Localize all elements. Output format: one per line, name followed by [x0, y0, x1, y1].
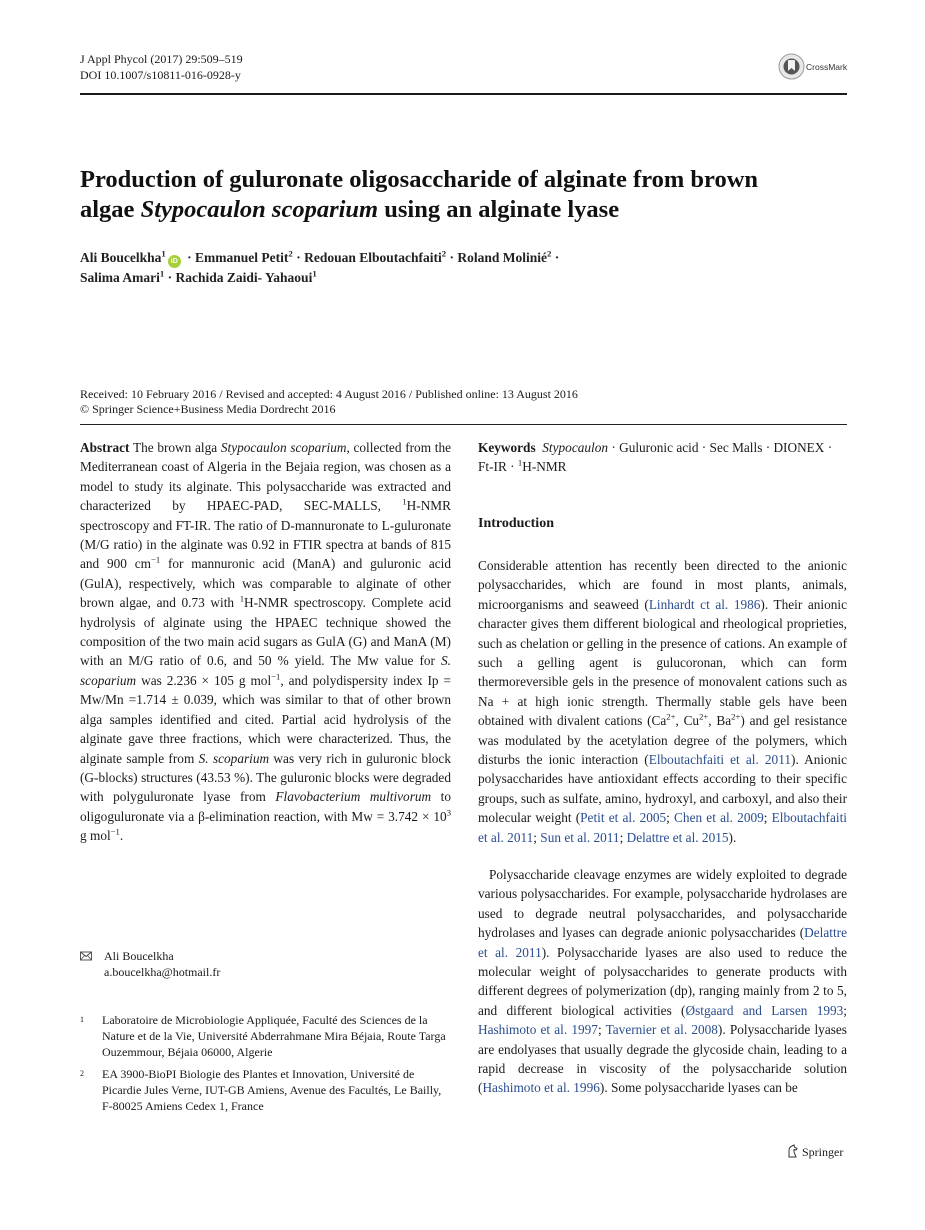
author-affiliation: 2 — [547, 248, 552, 259]
author-affiliation: 1 — [161, 248, 166, 259]
abstract-text: , and polydispersity index Ip = Mw/Mn =1.714 ± 0.039, which was similar to that of other brown alga samples identified and cited. Partial acid hydrolysis of the alginate gave three fractions, which were characterized. Thus, the alginate sample from — [80, 672, 452, 766]
keyword-species: Stypocaulon — [542, 440, 609, 455]
abstract — [80, 438, 451, 846]
body-text: ) and gel resistance was modulated by the acetylation degree of the polymers, which disturbs the ionic interaction ( — [478, 713, 848, 768]
abstract-text: . — [119, 828, 124, 844]
orcid-icon[interactable]: iD — [168, 255, 181, 268]
author-name[interactable]: Emmanuel Petit — [195, 250, 289, 265]
crossmark-badge[interactable] — [778, 53, 848, 83]
body-text: ; — [763, 810, 772, 826]
superscript: −1 — [110, 826, 120, 837]
abstract-text: to oligoguluronate via a β-elimination reaction, with Mw = 3.742 × 10 — [80, 789, 451, 824]
envelope-icon — [80, 950, 92, 962]
affiliation-2 — [80, 1066, 451, 1114]
springer-horse-icon — [786, 1144, 799, 1158]
publisher-logo — [786, 1144, 843, 1160]
body-text: ). Some polysaccharide lyases can be — [599, 1080, 798, 1096]
superscript: 1 — [402, 496, 407, 507]
correspondence-email[interactable]: a.boucelkha@hotmail.fr — [104, 965, 221, 979]
author-name[interactable]: Rachida Zaidi- Yahaoui — [175, 270, 313, 285]
citation-link[interactable]: Delattre et al. 2011 — [478, 925, 847, 960]
citation-link[interactable]: Petit et al. 2005 — [580, 810, 667, 826]
body-text: ). Polysaccharide lyases are also used to reduce the molecular weight of polysaccharides to generate products with different degrees of polymerization (dp), ranging mainly from 2 to 5, and different biological activities ( — [478, 944, 848, 1018]
title-line-2 — [80, 195, 847, 225]
body-text: , Cu — [675, 713, 700, 729]
affiliation-text: Laboratoire de Microbiologie Appliquée, Faculté des Sciences de la Nature et de la Vie, Université Abderrahmane Mira Béjaia, Route Targa Ouzemmour, Béjaia 06000, Algerie — [102, 1013, 446, 1059]
citation-link[interactable]: Elboutachfaiti et al. 2011 — [648, 752, 792, 768]
author-line-1: Ali Boucelkha$^1$iD · Emmanuel Petit$^2$ · Redouan Elboutachfaiti$^2$ · Roland Molinié$^2$ · — [80, 248, 847, 268]
author-name[interactable]: Redouan Elboutachfaiti — [304, 250, 442, 265]
body-text: ). Anionic polysaccharides have antioxidant effects according to their specific groups, such as sulfate, amino, hydroxyl, and carboxyl, and also their molecular weight ( — [478, 752, 847, 826]
citation-link[interactable]: Tavernier et al. 2008 — [605, 1022, 718, 1038]
author-affiliation: 2 — [441, 248, 447, 259]
body-text: , Ba — [708, 713, 732, 729]
superscript: 1 — [517, 457, 523, 468]
superscript: 2+ — [699, 711, 709, 722]
body-text: ; — [843, 1002, 847, 1018]
body-text: ; — [597, 1022, 606, 1038]
title-species: Stypocaulon scoparium — [140, 196, 379, 223]
abstract-species: S. scoparium — [80, 653, 451, 688]
citation-link[interactable]: Elboutachfaiti et al. 2011 — [478, 810, 847, 845]
affiliation-text: EA 3900-BioPI Biologie des Plantes et Innovation, Université de Picardie Jules Verne, IUT-GB Amiens, Avenue des Facultés, Le Bailly, F-80025 Amiens Cedex 1, France — [102, 1067, 442, 1113]
body-text: ). Their anionic character gives them different biological and rheological proprieties, such as chelation or gelling in the presence of cations. An example of such a gelling agent is gulucoronan, which can form thermoreversible gels in the presence of monovalent cations such as Na + at high ionic strength. Thermally stable gels have been obtained with divalent cations (Ca — [478, 596, 848, 729]
abstract-text: H-NMR spectroscopy. Complete acid hydrolysis of alginate using the HPAEC technique showed the composition of the two main acid sugars as GulA (G) and ManA (M) with an M/G ratio of 0.6, and 50 % yield. The Mw value for — [80, 595, 452, 669]
correspondence — [80, 948, 451, 980]
section-heading-introduction: Introduction — [478, 516, 554, 531]
abstract-text: was very rich in guluronic block (G-blocks) structures (43.53 %). The guluronic blocks were degraded with polyguluronate lyase from — [80, 750, 451, 805]
abstract-text: The brown alga — [129, 440, 221, 455]
citation-link[interactable]: Sun et al. 2011 — [540, 829, 620, 845]
author-line-2: Salima Amari$^1$ · Rachida Zaidi- Yahaoui$^1$ — [80, 268, 317, 285]
title-text: using an alginate lyase — [378, 196, 620, 223]
body-text: ; — [533, 829, 541, 845]
publication-dates: Received: 10 February 2016 / Revised and accepted: 4 August 2016 / Published online: 13 August 2016 — [80, 387, 578, 401]
body-text: ). Polysaccharide lyases are endolyases that usually degrade the glycoside chain, leading to a rapid decrease in viscosity of the polysaccharide solution ( — [478, 1022, 847, 1096]
citation-link[interactable]: Linhardt ct al. 1986 — [648, 596, 761, 612]
abstract-species: S. scoparium — [198, 750, 270, 766]
author-affiliation: 1 — [312, 268, 317, 279]
abstract-label: Abstract — [80, 440, 130, 455]
journal-doi[interactable]: DOI 10.1007/s10811-016-0928-y — [80, 68, 241, 82]
keywords — [478, 438, 847, 477]
citation-link[interactable]: Chen et al. 2009 — [674, 810, 764, 826]
copyright-notice: © Springer Science+Business Media Dordrecht 2016 — [80, 402, 336, 416]
citation-link[interactable]: Delattre et al. 2015 — [626, 829, 729, 845]
superscript: −1 — [271, 671, 281, 682]
author-list — [80, 248, 847, 288]
citation-link[interactable]: Østgaard and Larsen 1993 — [685, 1002, 844, 1018]
superscript: −1 — [150, 555, 161, 566]
affiliation-1 — [80, 1012, 451, 1060]
correspondence-name: Ali Boucelkha — [104, 949, 174, 963]
divider — [80, 424, 847, 425]
keywords-text: · Guluronic acid · Sec Malls · DIONEX · Ft-IR · — [478, 440, 833, 475]
superscript: 2+ — [666, 711, 676, 722]
superscript: 2+ — [731, 711, 741, 722]
crossmark-icon — [778, 53, 805, 80]
citation-link[interactable]: Hashimoto et al. 1996 — [482, 1080, 600, 1096]
body-text: Considerable attention has recently been directed to the anionic polysaccharides, which are found in most plants, animals, microorganisms and seaweed ( — [478, 558, 847, 612]
author-affiliation: 2 — [288, 248, 293, 259]
article-title — [80, 165, 847, 225]
body-text: ; — [666, 810, 675, 826]
superscript: 1 — [239, 593, 245, 604]
body-text: ). — [728, 829, 737, 845]
keywords-label: Keywords — [478, 440, 536, 455]
intro-paragraph-1 — [478, 556, 847, 847]
abstract-species: Stypocaulon scoparium — [220, 440, 347, 455]
author-affiliation: 1 — [159, 268, 165, 279]
abstract-bacterium: Flavobacterium multivorum — [275, 789, 432, 805]
intro-paragraph-2 — [478, 865, 847, 1098]
abstract-text: , collected from the Mediterranean coast of Algeria in the Bejaia region, was chosen as a model to study its alginate. This polysaccharide was extracted and characterized by HPAEC-PAD, SEC-MALLS, — [80, 440, 451, 514]
affiliation-number: 1 — [80, 1015, 84, 1024]
title-line-1: Production of guluronate oligosaccharide of alginate from brown — [80, 166, 759, 193]
publisher-name: Springer — [802, 1145, 844, 1159]
journal-citation: J Appl Phycol (2017) 29:509–519 — [80, 52, 243, 66]
abstract-text: for mannuronic acid (ManA) and guluronic acid (GulA), respectively, which was comparable to alginate of other brown algae, and 0.73 with — [80, 556, 451, 611]
crossmark-label: CrossMark — [806, 62, 848, 72]
abstract-text: g mol — [80, 828, 111, 844]
body-text: Polysaccharide cleavage enzymes are widely exploited to degrade various polysaccharides. For example, polysaccharide hydrolases are used to degrade neutral polysaccharides, and polysaccharide hydrolases and lyases can degrade anionic polysaccharides ( — [478, 867, 847, 941]
author-name[interactable]: Salima Amari — [80, 270, 160, 285]
author-name[interactable]: Roland Molinié — [457, 250, 548, 265]
title-text: algae — [80, 196, 141, 223]
abstract-text: H-NMR spectroscopy and FT-IR. The ratio of D-mannuronate to L-guluronate (M/G ratio) in the alginate was 0.92 in FTIR spectra at bands of 815 and 900 cm — [80, 498, 451, 572]
affiliation-number: 2 — [80, 1069, 84, 1078]
body-text: ; — [619, 829, 627, 845]
keywords-text: H-NMR — [522, 459, 567, 475]
superscript: 3 — [446, 807, 451, 818]
header-rule — [80, 93, 847, 95]
citation-link[interactable]: Hashimoto et al. 1997 — [478, 1022, 598, 1038]
abstract-text: was 2.236 × 105 g mol — [136, 672, 272, 688]
author-name[interactable]: Ali Boucelkha — [80, 250, 162, 265]
